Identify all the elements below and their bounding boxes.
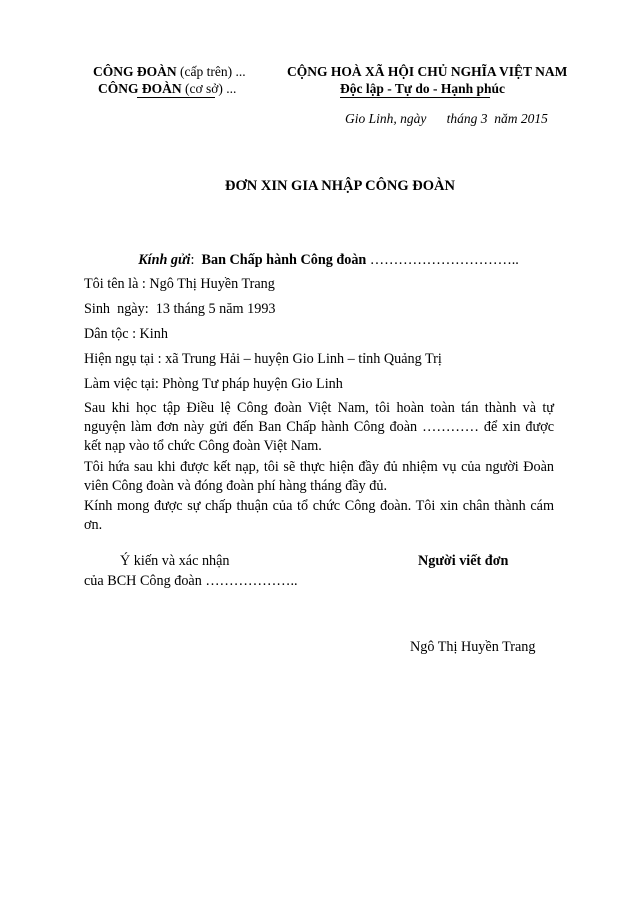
recipient-label: Kính gửi bbox=[138, 252, 191, 268]
ethnicity-line: Dân tộc : Kinh bbox=[84, 326, 168, 342]
approval-label: Ý kiến và xác nhận bbox=[120, 553, 230, 569]
signer-title: Người viết đơn bbox=[418, 553, 509, 569]
header-left-line2 bbox=[98, 80, 236, 97]
nation-name: CỘNG HOÀ XÃ HỘI CHỦ NGHĨA VIỆT NAM bbox=[287, 64, 568, 79]
approval-committee: của BCH Công đoàn ……………….. bbox=[84, 573, 298, 589]
recipient-dots: ………………………….. bbox=[366, 252, 519, 268]
paragraph-intro: Sau khi học tập Điều lệ Công đoàn Việt Nam, tôi hoàn toàn tán thành và tự nguyện làm đơn này gửi đến Ban Chấp hành Công đoàn ………… để xin được kết nạp vào tổ chức Công đoàn Việt Nam. bbox=[84, 400, 554, 454]
birth-date-line: Sinh ngày: 13 tháng 5 năm 1993 bbox=[84, 301, 276, 317]
header-left-line1 bbox=[93, 63, 246, 80]
paragraph-closing: Kính mong được sự chấp thuận của tổ chức Công đoàn. Tôi xin chân thành cám ơn. bbox=[84, 498, 554, 533]
applicant-name-line: Tôi tên là : Ngô Thị Huyền Trang bbox=[84, 276, 275, 292]
paragraph-pledge: Tôi hứa sau khi được kết nạp, tôi sẽ thực hiện đầy đủ nhiệm vụ của người Đoàn viên Công đoàn và đóng đoàn phí hàng tháng đầy đủ. bbox=[84, 459, 554, 494]
workplace-line: Làm việc tại: Phòng Tư pháp huyện Gio Linh bbox=[84, 376, 343, 392]
union-base-label: CÔNG ĐOÀN bbox=[98, 81, 182, 96]
recipient-colon: : bbox=[190, 252, 195, 268]
recipient-separator bbox=[194, 252, 201, 268]
residence-line: Hiện ngụ tại : xã Trung Hải – huyện Gio Linh – tỉnh Quảng Trị bbox=[84, 351, 442, 367]
header-left-rule bbox=[137, 97, 215, 98]
national-motto: Độc lập - Tự do - Hạnh phúc bbox=[340, 81, 506, 96]
union-base-level: (cơ sở) ... bbox=[181, 81, 237, 96]
document-date: Gio Linh, ngày tháng 3 năm 2015 bbox=[345, 111, 548, 126]
union-upper-level: (cấp trên) ... bbox=[176, 64, 246, 79]
recipient-value: Ban Chấp hành Công đoàn bbox=[201, 252, 367, 268]
header-right-rule bbox=[340, 97, 490, 98]
signer-name: Ngô Thị Huyền Trang bbox=[410, 639, 536, 655]
document-title: ĐƠN XIN GIA NHẬP CÔNG ĐOÀN bbox=[225, 178, 455, 194]
union-upper-label: CÔNG ĐOÀN bbox=[93, 64, 177, 79]
